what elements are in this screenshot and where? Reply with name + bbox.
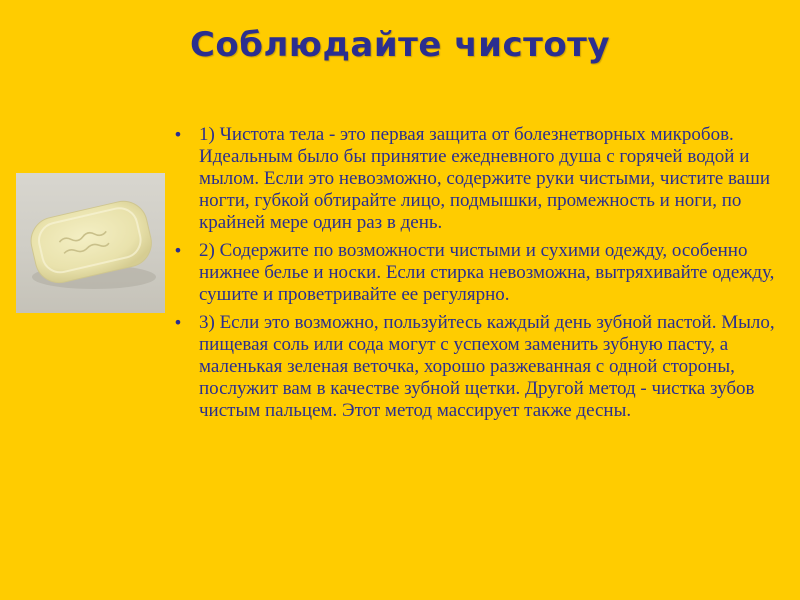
list-item-text: 1) Чистота тела - это первая защита от болезнетворных микробов. Идеальным было бы принятие ежедневного душа с горячей водой и мылом. Если это невозможно, содержите руки чистыми, чистите ваши ногти, губкой обтирайте лицо, подмышки, промежность и ноги, по крайней мере один раз в день. xyxy=(199,124,771,233)
bullet-icon: • xyxy=(173,241,183,260)
bullet-icon: • xyxy=(173,125,183,144)
list-item xyxy=(165,312,795,422)
bullet-icon: • xyxy=(173,313,183,332)
slide-title: Соблюдайте чистоту xyxy=(189,25,611,65)
soap-bar-image xyxy=(16,173,165,313)
list-item-text: 3) Если это возможно, пользуйтесь каждый день зубной пастой. Мыло, пищевая соль или сода могут с успехом заменить зубную пасту, а маленькая зеленая веточка, хорошо разжеванная с одной стороны, послужит вам в качестве зубной щетки. Другой метод - чистка зубов чистым пальцем. Этот метод массирует также десны. xyxy=(199,312,775,421)
soap-bar-icon xyxy=(16,173,165,313)
tips-list xyxy=(165,124,795,422)
list-item xyxy=(165,240,795,306)
list-item-text: 2) Содержите по возможности чистыми и сухими одежду, особенно нижнее белье и носки. Если стирка невозможна, вытряхивайте одежду, сушите и проветривайте ее регулярно. xyxy=(199,240,775,305)
tips-content xyxy=(165,124,795,428)
list-item xyxy=(165,124,795,234)
